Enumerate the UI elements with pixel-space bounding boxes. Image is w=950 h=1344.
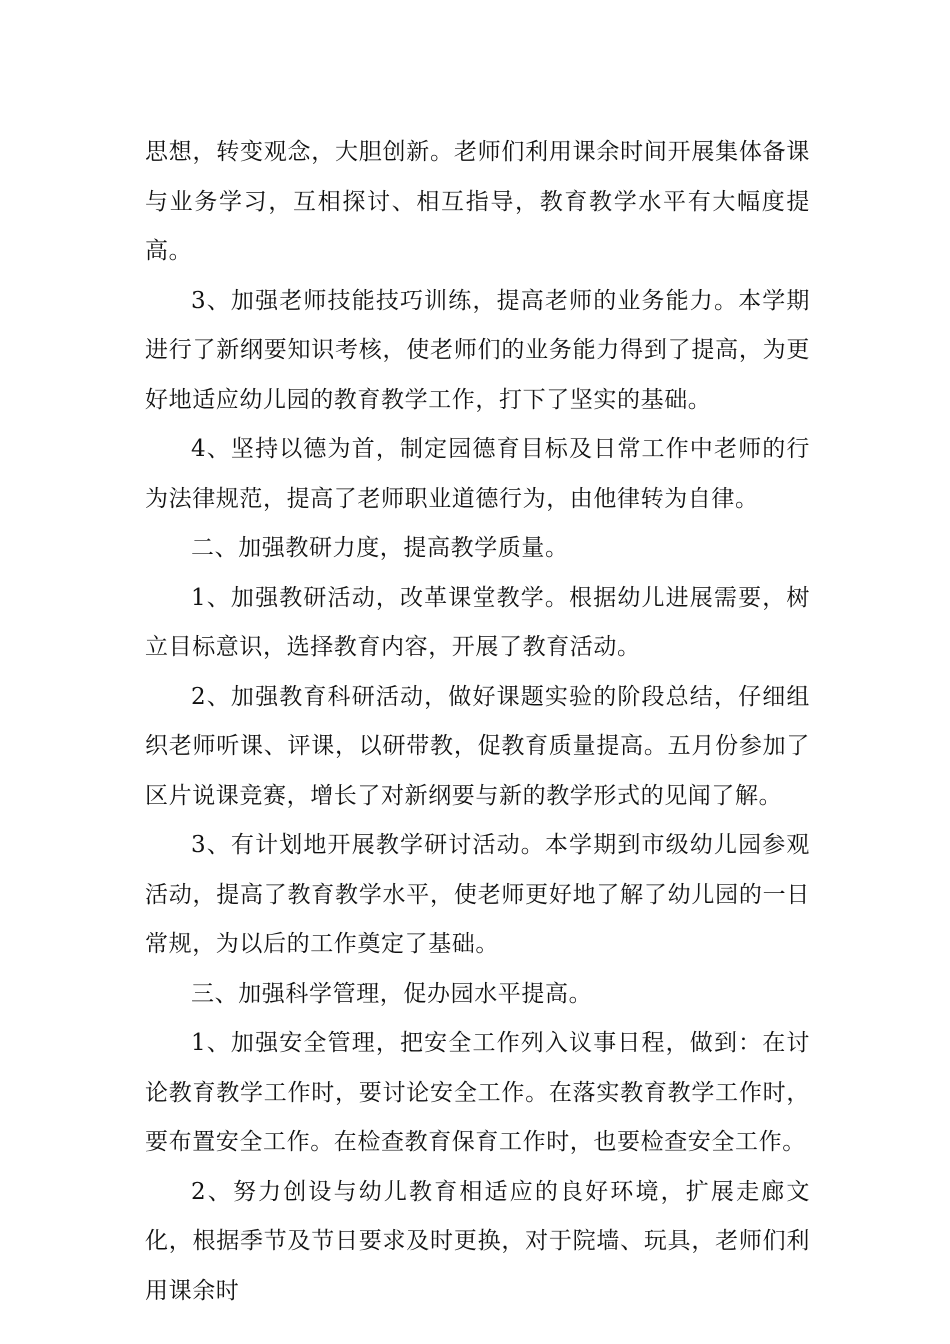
paragraph-3: 4、坚持以德为首，制定园德育目标及日常工作中老师的行为法律规范，提高了老师职业道德行为，由他律转为自律。 — [145, 436, 810, 512]
paragraph-10: 2、努力创设与幼儿教育相适应的良好环境，扩展走廊文化，根据季节及节日要求及时更换，对于院墙、玩具，老师们利用课余时 — [145, 1178, 810, 1304]
paragraph-5: 1、加强教研活动，改革课堂教学。根据幼儿进展需要，树立目标意识，选择教育内容，开展了教育活动。 — [145, 584, 810, 660]
paragraph-1: 思想，转变观念，大胆创新。老师们利用课余时间开展集体备课与业务学习，互相探讨、相互指导，教育教学水平有大幅度提高。 — [145, 139, 810, 264]
paragraph-9: 1、加强安全管理，把安全工作列入议事日程，做到：在讨论教育教学工作时，要讨论安全工作。在落实教育教学工作时，要布置安全工作。在检查教育保育工作时，也要检查安全工作。 — [145, 1030, 810, 1155]
section-heading-2: 二、加强教研力度，提高教学质量。 — [191, 535, 569, 561]
paragraph-6: 2、加强教育科研活动，做好课题实验的阶段总结，仔细组织老师听课、评课，以研带教，促教育质量提高。五月份参加了区片说课竞赛，增长了对新纲要与新的教学形式的见闻了解。 — [145, 683, 810, 809]
document-page — [145, 128, 810, 1316]
section-heading-3: 三、加强科学管理，促办园水平提高。 — [191, 980, 593, 1007]
paragraph-7: 3、有计划地开展教学研讨活动。本学期到市级幼儿园参观活动，提高了教育教学水平，使老师更好地了解了幼儿园的一日常规，为以后的工作奠定了基础。 — [145, 832, 810, 957]
paragraph-2: 3、加强老师技能技巧训练，提高老师的业务能力。本学期进行了新纲要知识考核，使老师们的业务能力得到了提高，为更好地适应幼儿园的教育教学工作，打下了坚实的基础。 — [145, 287, 810, 413]
